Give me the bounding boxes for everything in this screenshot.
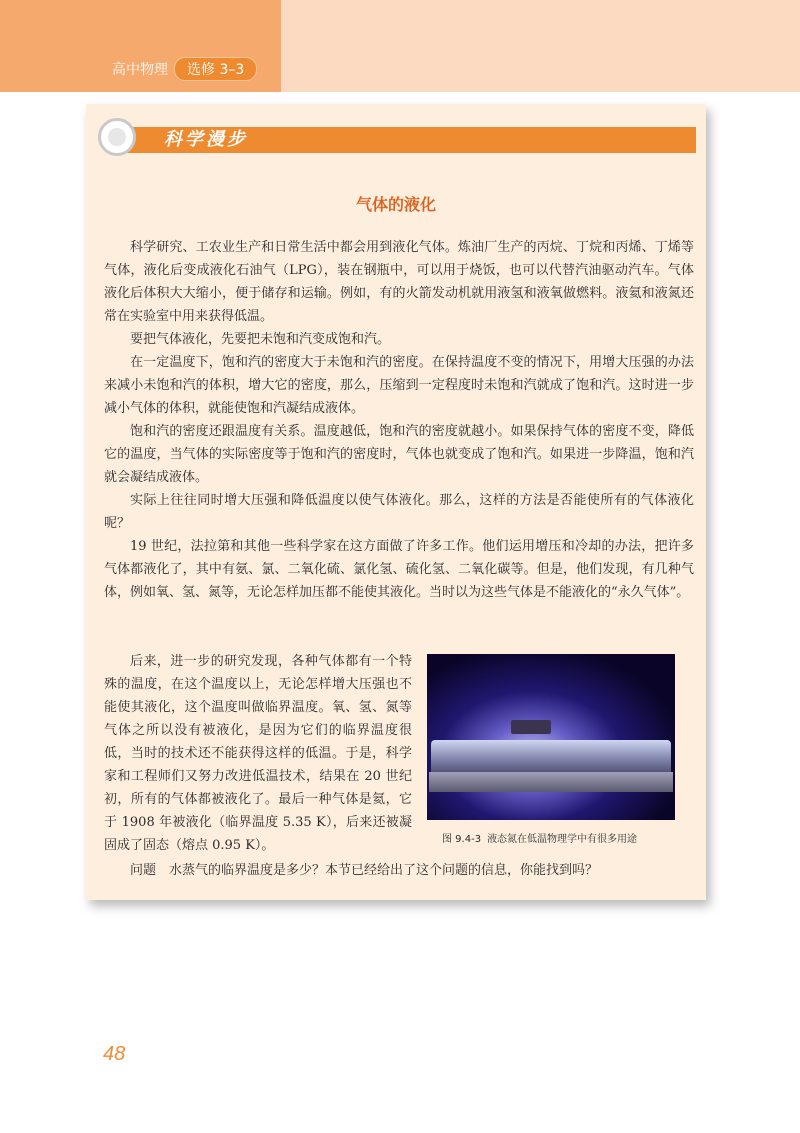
photo-dish-base [429, 772, 673, 792]
paragraph-7: 后来，进一步的研究发现，各种气体都有一个特殊的温度，在这个温度以上，无论怎样增大压强也不能使其液化，这个温度叫做临界温度。氧、氢、氮等气体之所以没有被液化，是因为它们的临界温度很低，当时的技术还不能获得这样的低温。于是，科学家和工程师们又努力改进低温技术，结果在 20 世纪初，所有的气体都被液化了。最后一种气体是氦，它于 1908 年被液化（临界温度 5.35 K），后来还被凝固成了固态（熔点 0.95 K）。 [104, 654, 412, 853]
banner-circle-icon [98, 118, 136, 156]
running-header [112, 58, 257, 80]
paragraph-4: 饱和汽的密度还跟温度有关系。温度越低，饱和汽的密度就越小。如果保持气体的密度不变，降低它的温度，当气体的实际密度等于饱和汽的密度时，气体也就变成了饱和汽。如果进一步降温，饱和汽就会凝结成液体。 [104, 424, 694, 485]
question-paragraph: 问题 水蒸气的临界温度是多少？本节已经给出了这个问题的信息，你能找到吗？ [130, 863, 599, 878]
figure-caption [442, 830, 702, 845]
paragraph-6: 19 世纪，法拉第和其他一些科学家在这方面做了许多工作。他们运用增压和冷却的办法，把许多气体都液化了，其中有氨、氯、二氧化硫、氯化氢、硫化氢、二氧化碳等。但是，他们发现，有几种气体，例如氧、氢、氮等，无论怎样加压都不能使其液化。当时以为这些气体是不能液化的“永久气体”。 [104, 539, 694, 600]
science-stroll-box [86, 104, 706, 900]
figure-number: 图 9.4-3 [442, 834, 482, 845]
photo-dish [431, 740, 671, 774]
paragraph-3: 在一定温度下，饱和汽的密度大于未饱和汽的密度。在保持温度不变的情况下，用增大压强的办法来减小未饱和汽的体积，增大它的密度，那么，压缩到一定程度时未饱和汽就成了饱和汽。这时进一步减小气体的体积，就能使饱和汽凝结成液体。 [104, 355, 694, 416]
section-banner [122, 127, 696, 153]
article-title: 气体的液化 [355, 195, 436, 214]
subject-label: 高中物理 [112, 62, 168, 78]
liquid-nitrogen-photo [427, 654, 675, 820]
header-band [0, 0, 800, 92]
banner-circle-inner [108, 128, 126, 146]
page-number: 48 [103, 1043, 126, 1065]
paragraph-5: 实际上往往同时增大压强和降低温度以使气体液化。那么，这样的方法是否能使所有的气体液化呢？ [104, 493, 694, 531]
volume-badge: 选修 3–3 [174, 57, 257, 81]
figure-caption-text: 液态氮在低温物理学中有很多用途 [487, 834, 638, 845]
paragraph-2: 要把气体液化，先要把未饱和汽变成饱和汽。 [130, 332, 391, 347]
photo-sample-block [511, 720, 551, 734]
section-banner-title: 科学漫步 [164, 129, 248, 150]
paragraph-1: 科学研究、工农业生产和日常生活中都会用到液化气体。炼油厂生产的丙烷、丁烷和丙烯、丁烯等气体，液化后变成液化石油气（LPG），装在钢瓶中，可以用于烧饭，也可以代替汽油驱动汽车。气体液化后体积大大缩小，便于储存和运输。例如，有的火箭发动机就用液氢和液氧做燃料。液氦和液氮还常在实验室中用来获得低温。 [104, 240, 694, 324]
